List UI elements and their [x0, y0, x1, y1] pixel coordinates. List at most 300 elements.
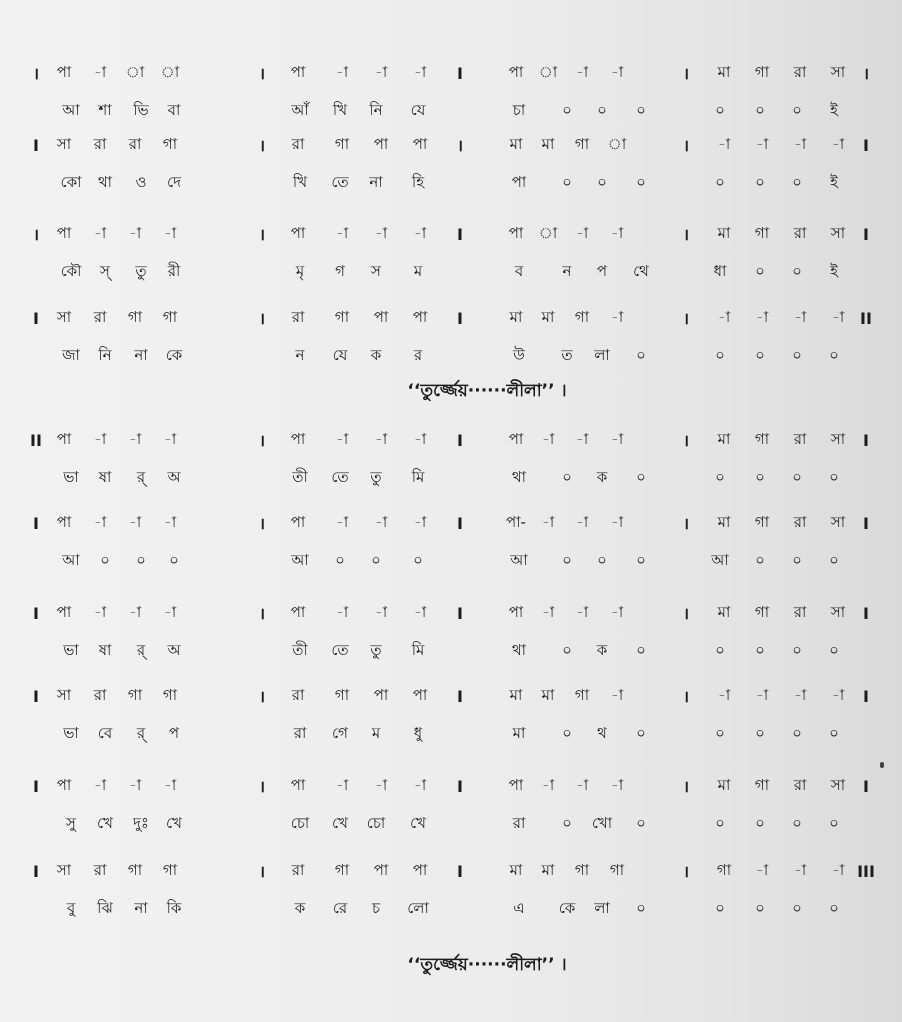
lyric-syllable: থা	[97, 172, 113, 191]
rest-mark: ০	[715, 100, 725, 119]
bar-line: ।	[258, 604, 266, 623]
notation-line	[0, 856, 902, 886]
swara-note: -া	[610, 307, 624, 326]
lyric-syllable: র	[413, 345, 423, 364]
swara-note: পা	[373, 685, 389, 704]
lyric-syllable: নি	[369, 100, 383, 119]
lyric-syllable: কি	[166, 898, 182, 917]
swara-note: রা	[291, 307, 305, 326]
swara-note: মা	[541, 307, 555, 326]
lyric-syllable: রে	[332, 898, 348, 917]
swara-note: রা	[793, 512, 807, 531]
rest-mark: ০	[792, 550, 802, 569]
bar-line: I	[863, 430, 869, 450]
swara-note: -া	[717, 307, 731, 326]
bar-line: ।	[682, 136, 690, 155]
lyric-syllable: চা	[512, 100, 526, 119]
lyric-line	[0, 719, 902, 749]
lyric-syllable: সু	[66, 813, 76, 832]
lyric-syllable: ভা	[63, 723, 79, 742]
swara-note: -া	[128, 512, 142, 531]
bar-line: I	[457, 513, 463, 533]
rest-mark: ০	[755, 813, 765, 832]
lyric-syllable: আ	[510, 550, 528, 569]
swara-note: -া	[541, 775, 555, 794]
lyric-syllable: প	[168, 723, 180, 742]
bar-line: ।	[456, 136, 464, 155]
lyric-line	[0, 168, 902, 198]
swara-note: -া	[575, 62, 589, 81]
bar-line: II	[30, 430, 42, 450]
rest-mark: ০	[715, 172, 725, 191]
rest-mark: ০	[636, 640, 646, 659]
caption-text: ‘‘তুর্জ্জেয়······লীলা’’ ।	[407, 381, 567, 401]
rest-mark: ০	[829, 898, 839, 917]
bar-line: I	[863, 135, 869, 155]
rest-mark: ০	[829, 550, 839, 569]
rest-mark: ০	[413, 550, 423, 569]
lyric-syllable: আ	[711, 550, 729, 569]
lyric-syllable: কে	[558, 898, 576, 917]
bar-line: ।	[862, 64, 870, 83]
rest-mark: ০	[755, 100, 765, 119]
bar-line: II	[860, 308, 872, 328]
swara-note: রা	[93, 134, 107, 153]
bar-line: ।	[258, 431, 266, 450]
swara-note: সা	[830, 602, 846, 621]
swara-note: -া	[374, 429, 388, 448]
lyric-syllable: অ	[167, 640, 181, 659]
swara-note: গা	[574, 685, 590, 704]
rest-mark: ০	[169, 550, 179, 569]
rest-mark: ০	[562, 550, 572, 569]
swara-note: পা	[412, 860, 428, 879]
lyric-line	[0, 894, 902, 924]
swara-note: -া	[755, 860, 769, 879]
rest-mark: ০	[636, 550, 646, 569]
swara-note: গা	[574, 134, 590, 153]
lyric-syllable: খে	[410, 813, 426, 832]
swara-note: -া	[374, 512, 388, 531]
swara-note: রা	[128, 134, 142, 153]
swara-note: -া	[755, 685, 769, 704]
lyric-syllable: থা	[511, 467, 527, 486]
lyric-syllable: অ	[167, 467, 181, 486]
swara-note: -া	[610, 62, 624, 81]
swara-note: -া	[831, 860, 845, 879]
lyric-syllable: হি	[411, 172, 425, 191]
bar-line: I	[863, 686, 869, 706]
swara-note: -া	[93, 429, 107, 448]
lyric-syllable: যে	[332, 345, 348, 364]
notation-line	[0, 425, 902, 455]
swara-note: পা	[412, 685, 428, 704]
lyric-syllable: বু	[66, 898, 76, 917]
swara-note: -া	[610, 685, 624, 704]
swara-note: গা	[754, 223, 770, 242]
swara-note: -া	[335, 602, 349, 621]
lyric-syllable: তু	[370, 467, 382, 486]
swara-note: -া	[374, 775, 388, 794]
swara-note: গা	[162, 685, 178, 704]
rest-mark: ০	[829, 813, 839, 832]
bar-line: ।	[258, 514, 266, 533]
swara-note: রা	[291, 134, 305, 153]
swara-note: -া	[374, 602, 388, 621]
lyric-syllable: ধু	[413, 723, 423, 742]
rest-mark: ০	[636, 467, 646, 486]
lyric-syllable: আ	[62, 100, 80, 119]
swara-note: -া	[335, 223, 349, 242]
swara-note: গা	[754, 512, 770, 531]
lyric-syllable: চো	[290, 813, 310, 832]
lyric-syllable: মি	[411, 467, 425, 486]
rest-mark: ০	[335, 550, 345, 569]
swara-note: -া	[831, 134, 845, 153]
swara-note: -া	[163, 512, 177, 531]
bar-line: ।	[682, 687, 690, 706]
rest-mark: ০	[636, 723, 646, 742]
swara-note: -া	[163, 775, 177, 794]
bar-line: I	[863, 776, 869, 796]
swara-note: -া	[541, 429, 555, 448]
swara-note: পা	[373, 860, 389, 879]
swara-note: পা	[508, 223, 524, 242]
rest-mark: ০	[792, 467, 802, 486]
lyric-syllable: ভা	[63, 640, 79, 659]
lyric-syllable: জা	[62, 345, 80, 364]
notation-line	[0, 219, 902, 249]
lyric-syllable: বা	[167, 100, 181, 119]
rest-mark: ০	[792, 813, 802, 832]
swara-note: মা	[717, 429, 731, 448]
lyric-syllable: পা	[511, 172, 527, 191]
notation-line	[0, 771, 902, 801]
swara-note: গা	[162, 134, 178, 153]
bar-line: I	[863, 513, 869, 533]
swara-note: -া	[575, 429, 589, 448]
swara-note: -া	[831, 685, 845, 704]
swara-note: সা	[56, 307, 72, 326]
lyric-line	[0, 257, 902, 287]
swara-note: গা	[716, 860, 732, 879]
swara-note: পা	[412, 307, 428, 326]
swara-note: -া	[610, 602, 624, 621]
swara-note: -া	[413, 429, 427, 448]
lyric-syllable: খে	[166, 813, 182, 832]
bar-line: ।	[258, 64, 266, 83]
swara-note: া	[538, 223, 558, 242]
bar-line: I	[33, 861, 39, 881]
swara-note: -া	[413, 775, 427, 794]
swara-note: পা	[373, 307, 389, 326]
rest-mark: ০	[755, 723, 765, 742]
swara-note: -া	[93, 775, 107, 794]
lyric-syllable: ভা	[63, 467, 79, 486]
swara-note: গা	[127, 860, 143, 879]
swara-note: পা-	[506, 512, 526, 531]
bar-line: ।	[682, 225, 690, 244]
lyric-syllable: না	[369, 172, 383, 191]
lyric-syllable: র্	[136, 467, 146, 486]
swara-note: মা	[509, 307, 523, 326]
lyric-syllable: শা	[98, 100, 112, 119]
lyric-syllable: ই	[830, 261, 838, 280]
rest-mark: ০	[792, 261, 802, 280]
bar-line: I	[33, 686, 39, 706]
bar-line: I	[457, 686, 463, 706]
bar-line: ।	[682, 862, 690, 881]
lyric-syllable: উ	[513, 345, 525, 364]
swara-note: মা	[509, 860, 523, 879]
bar-line: ।	[258, 225, 266, 244]
swara-note: -া	[335, 62, 349, 81]
swara-note: পা	[290, 62, 306, 81]
swara-note: গা	[574, 307, 590, 326]
lyric-syllable: খে	[97, 813, 113, 832]
swara-note: মা	[717, 223, 731, 242]
swara-note: পা	[290, 775, 306, 794]
swara-note: মা	[541, 685, 555, 704]
bar-line: ।	[682, 309, 690, 328]
swara-note: -া	[128, 602, 142, 621]
lyric-line	[0, 341, 902, 371]
swara-note: -া	[610, 512, 624, 531]
swara-note: পা	[290, 512, 306, 531]
notation-line	[0, 58, 902, 88]
swara-note: া	[538, 62, 558, 81]
lyric-syllable: না	[134, 898, 148, 917]
swara-note: -া	[793, 685, 807, 704]
lyric-syllable: রা	[293, 723, 307, 742]
bar-line: ।	[682, 604, 690, 623]
lyric-syllable: তু	[135, 261, 147, 280]
rest-mark: ০	[792, 723, 802, 742]
swara-note: রা	[93, 860, 107, 879]
rest-mark: ০	[597, 100, 607, 119]
swara-note: রা	[793, 775, 807, 794]
lyric-syllable: গ	[335, 261, 345, 280]
lyric-syllable: কৌ	[60, 261, 82, 280]
rest-mark: ০	[715, 813, 725, 832]
swara-note: -া	[93, 62, 107, 81]
rest-mark: ০	[829, 345, 839, 364]
bar-line: I	[457, 776, 463, 796]
swara-note: -া	[413, 512, 427, 531]
lyric-syllable: থা	[511, 640, 527, 659]
swara-note: মা	[509, 134, 523, 153]
lyric-syllable: ক	[370, 345, 382, 364]
swara-note: গা	[609, 860, 625, 879]
lyric-syllable: তে	[331, 467, 349, 486]
lyric-syllable: খো	[591, 813, 613, 832]
lyric-syllable: মি	[411, 640, 425, 659]
lyric-syllable: প	[596, 261, 608, 280]
swara-note: -া	[793, 307, 807, 326]
lyric-syllable: লা	[594, 345, 610, 364]
swara-note: -া	[541, 512, 555, 531]
swara-note: পা	[290, 223, 306, 242]
lyric-syllable: লো	[407, 898, 429, 917]
swara-note: -া	[755, 134, 769, 153]
lyric-syllable: খে	[332, 813, 348, 832]
lyric-syllable: রা	[512, 813, 526, 832]
rest-mark: ০	[755, 172, 765, 191]
lyric-syllable: র্	[136, 640, 146, 659]
swara-note: গা	[334, 860, 350, 879]
swara-note: রা	[793, 429, 807, 448]
section-caption	[0, 950, 902, 982]
bar-line: ।	[682, 514, 690, 533]
lyric-syllable: মা	[512, 723, 526, 742]
lyric-syllable: ম	[413, 261, 423, 280]
lyric-syllable: ন	[295, 345, 305, 364]
rest-mark: ০	[755, 345, 765, 364]
lyric-syllable: খি	[332, 100, 348, 119]
rest-mark: ০	[636, 172, 646, 191]
swara-note: পা	[508, 602, 524, 621]
lyric-syllable: ও	[135, 172, 147, 191]
swara-note: গা	[754, 429, 770, 448]
rest-mark: ০	[715, 898, 725, 917]
bar-line: I	[457, 224, 463, 244]
swara-note: গা	[334, 134, 350, 153]
lyric-syllable: ষা	[98, 467, 112, 486]
bar-line: I	[457, 430, 463, 450]
swara-note: া	[160, 62, 180, 81]
lyric-syllable: রী	[167, 261, 181, 280]
rest-mark: ০	[562, 172, 572, 191]
bar-line: ।	[258, 687, 266, 706]
swara-note: মা	[717, 775, 731, 794]
bar-line: ।	[682, 777, 690, 796]
bar-line: ।	[258, 862, 266, 881]
caption-text: ‘‘তুর্জ্জেয়······লীলা’’ ।	[407, 955, 567, 975]
bar-line: ।	[682, 64, 690, 83]
lyric-syllable: আ	[62, 550, 80, 569]
bar-line: I	[33, 135, 39, 155]
swara-note: পা	[290, 602, 306, 621]
rest-mark: ০	[715, 723, 725, 742]
lyric-syllable: আঁ	[291, 100, 309, 119]
bar-line: I	[863, 603, 869, 623]
swara-note: গা	[754, 775, 770, 794]
lyric-syllable: তে	[331, 172, 349, 191]
lyric-syllable: স্	[100, 261, 110, 280]
swara-note: রা	[793, 602, 807, 621]
bar-line: I	[457, 861, 463, 881]
swara-note: পা	[56, 775, 72, 794]
notation-line	[0, 598, 902, 628]
rest-mark: ০	[792, 172, 802, 191]
swara-note: -া	[93, 223, 107, 242]
lyric-syllable: ভি	[133, 100, 149, 119]
rest-mark: ০	[792, 345, 802, 364]
section-caption	[0, 376, 902, 408]
rest-mark: ০	[755, 467, 765, 486]
bar-line: ।	[682, 431, 690, 450]
rest-mark: ০	[597, 550, 607, 569]
swara-note: মা	[541, 860, 555, 879]
rest-mark: ০	[829, 640, 839, 659]
lyric-syllable: কো	[60, 172, 82, 191]
lyric-syllable: তী	[292, 640, 308, 659]
rest-mark: ০	[755, 898, 765, 917]
lyric-syllable: ম	[371, 723, 381, 742]
lyric-syllable: ব	[514, 261, 524, 280]
lyric-line	[0, 809, 902, 839]
lyric-syllable: স	[371, 261, 381, 280]
swara-note: -া	[717, 685, 731, 704]
swara-note: মা	[717, 602, 731, 621]
swara-note: সা	[830, 62, 846, 81]
swara-note: গা	[754, 62, 770, 81]
rest-mark: ০	[371, 550, 381, 569]
swara-note: -া	[335, 775, 349, 794]
swara-note: -া	[575, 602, 589, 621]
rest-mark: ০	[562, 467, 572, 486]
swara-note: সা	[830, 775, 846, 794]
bar-line: I	[457, 603, 463, 623]
rest-mark: ০	[636, 100, 646, 119]
swara-note: া	[125, 62, 145, 81]
swara-note: -া	[93, 512, 107, 531]
swara-note: -া	[717, 134, 731, 153]
lyric-syllable: দুঃ	[133, 813, 149, 832]
swara-note: পা	[56, 512, 72, 531]
lyric-syllable: এ	[513, 898, 525, 917]
lyric-syllable: ক	[596, 640, 608, 659]
rest-mark: ০	[715, 345, 725, 364]
swara-note: -া	[335, 429, 349, 448]
lyric-syllable: থ	[597, 723, 607, 742]
lyric-syllable: থে	[633, 261, 649, 280]
lyric-line	[0, 463, 902, 493]
notation-line	[0, 508, 902, 538]
rest-mark: ০	[792, 898, 802, 917]
swara-note: গা	[754, 602, 770, 621]
lyric-syllable: ন	[562, 261, 572, 280]
lyric-syllable: আ	[291, 550, 309, 569]
swara-note: মা	[541, 134, 555, 153]
bar-line: ।	[258, 136, 266, 155]
swara-note: -া	[575, 512, 589, 531]
swara-note: রা	[291, 685, 305, 704]
swara-note: গা	[574, 860, 590, 879]
swara-note: পা	[508, 775, 524, 794]
lyric-syllable: মৃ	[295, 261, 305, 280]
lyric-syllable: নি	[98, 345, 112, 364]
lyric-syllable: খি	[292, 172, 308, 191]
swara-note: রা	[93, 685, 107, 704]
lyric-syllable: বে	[97, 723, 113, 742]
bar-line: ।	[258, 777, 266, 796]
rest-mark: ০	[136, 550, 146, 569]
swara-note: গা	[162, 307, 178, 326]
ink-speck	[880, 762, 884, 768]
rest-mark: ০	[597, 172, 607, 191]
swara-note: পা	[56, 62, 72, 81]
lyric-syllable: তু	[370, 640, 382, 659]
bar-line: I	[33, 603, 39, 623]
rest-mark: ০	[829, 723, 839, 742]
lyric-syllable: ই	[830, 100, 838, 119]
swara-note: গা	[127, 685, 143, 704]
swara-note: -া	[610, 223, 624, 242]
bar-line: I	[33, 513, 39, 533]
swara-note: পা	[412, 134, 428, 153]
swara-note: -া	[413, 223, 427, 242]
